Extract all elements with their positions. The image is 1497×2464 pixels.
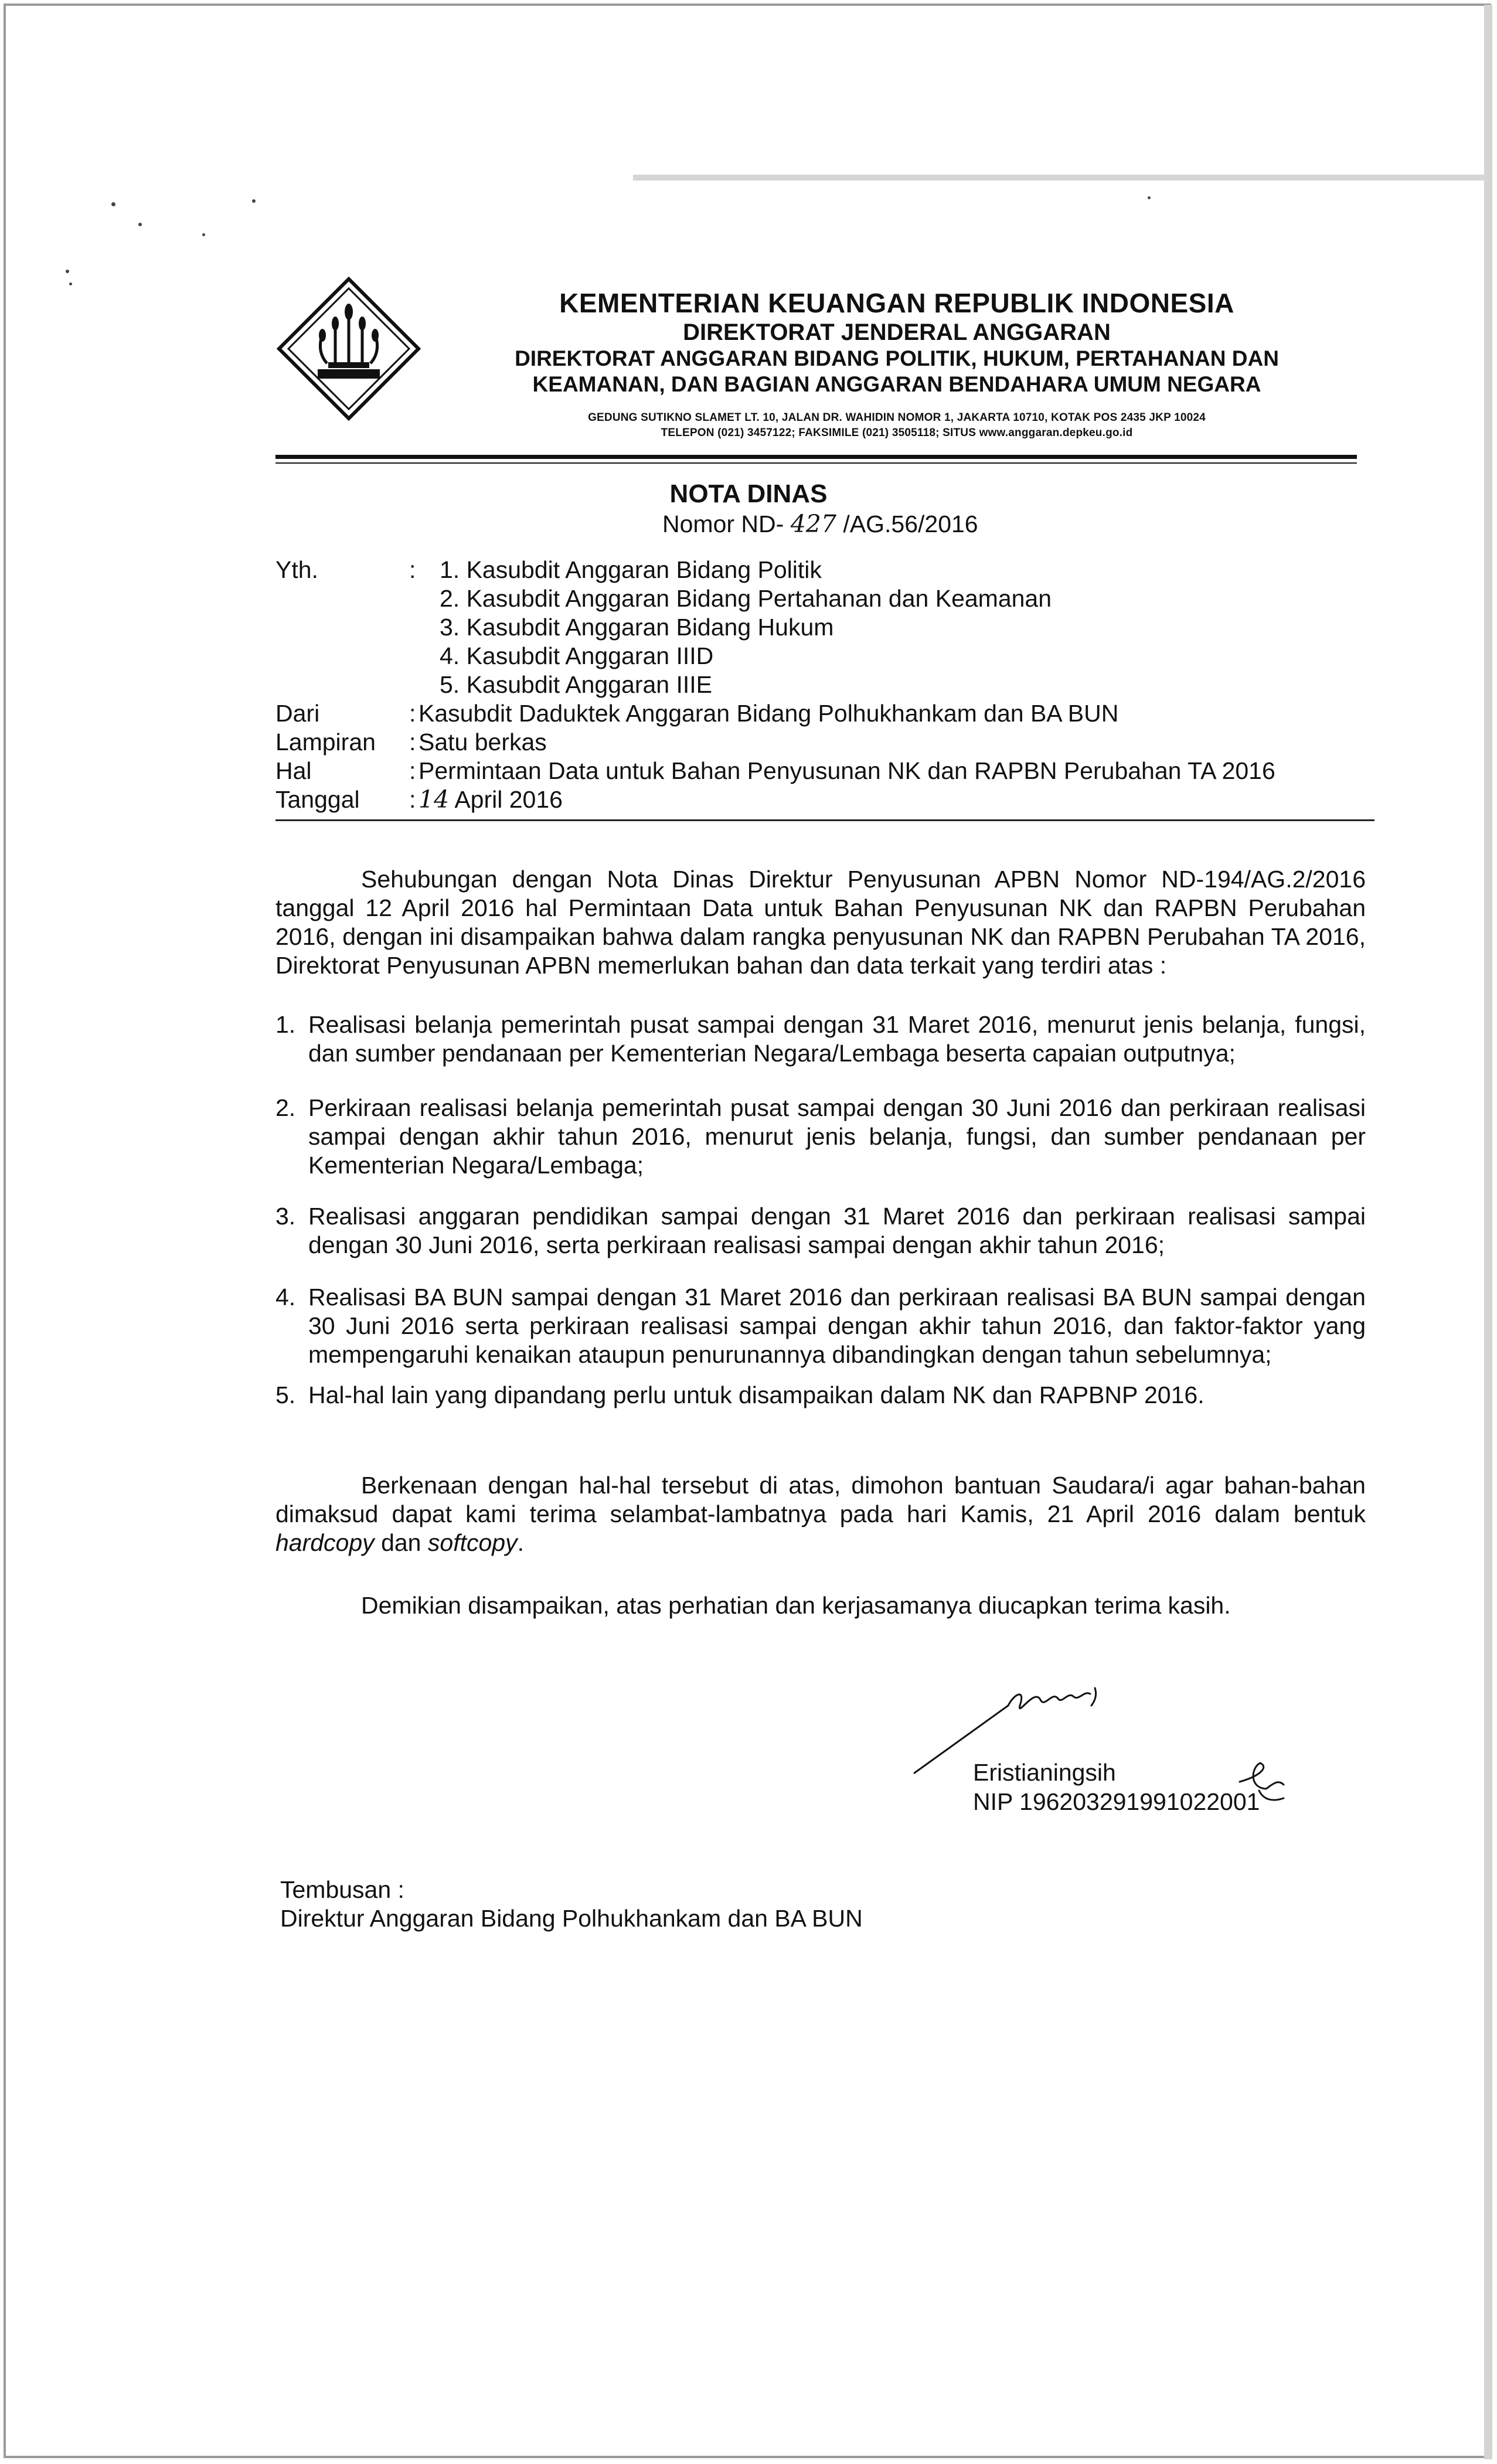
list-item-number: 1. — [275, 1011, 296, 1038]
colon: : — [409, 556, 416, 583]
nip-label: NIP — [973, 1788, 1013, 1815]
attachment-label: Lampiran — [275, 729, 376, 755]
list-item-text: Realisasi BA BUN sampai dengan 31 Maret 2016 dan perkiraan realisasi BA BUN sampai dengan 30 Juni 2016 serta perkiraan realisasi sampai dengan akhir tahun 2016, dan faktor-faktor yang mempengaruhi kenaikan ataupun penurunannya dibandingkan dengan tahun sebelumnya; — [308, 1284, 1366, 1368]
list-item-number: 3. — [275, 1203, 296, 1230]
list-item-text: Perkiraan realisasi belanja pemerintah pusat sampai dengan 30 Juni 2016 dan perkiraan realisasi sampai dengan akhir tahun 2016, menurut jenis belanja, fungsi, dan sumber pendanaan per Kementerian Negara/Lembaga; — [308, 1094, 1366, 1179]
number-suffix: /AG.56/2016 — [843, 511, 978, 537]
subject-label: Hal — [275, 757, 312, 784]
scan-speck — [111, 202, 115, 206]
scan-speck — [252, 199, 256, 203]
colon: : — [409, 757, 416, 784]
document-title: NOTA DINAS — [669, 479, 828, 508]
recipient-item: 5. Kasubdit Anggaran IIIE — [440, 671, 712, 698]
from-value: Kasubdit Daduktek Anggaran Bidang Polhukhankam dan BA BUN — [419, 700, 1119, 727]
document-number — [662, 510, 978, 538]
scan-edge-shadow — [1484, 5, 1492, 2459]
recipient-item: 2. Kasubdit Anggaran Bidang Pertahanan dan Keamanan — [440, 585, 1052, 612]
closing-paragraph: Demikian disampaikan, atas perhatian dan kerjasamanya diucapkan terima kasih. — [361, 1592, 1231, 1619]
signatory-nip — [973, 1788, 1260, 1816]
address-line2: TELEPON (021) 3457122; FAKSIMILE (021) 3505118; SITUS www.anggaran.depkeu.go.id — [661, 427, 1133, 439]
header-divider — [275, 819, 1374, 821]
scan-speck — [1148, 196, 1151, 199]
attachment-value: Satu berkas — [419, 729, 547, 755]
list-item-text: Realisasi belanja pemerintah pusat sampai dengan 31 Maret 2016, menurut jenis belanja, fungsi, dan sumber pendanaan per Kementerian Negara/Lembaga beserta capaian outputnya; — [308, 1011, 1366, 1067]
carbon-copy — [280, 1876, 863, 1933]
format-hardcopy: hardcopy — [275, 1529, 375, 1556]
recipient-item: 4. Kasubdit Anggaran IIID — [440, 642, 714, 669]
recipient-item: 1. Kasubdit Anggaran Bidang Politik — [440, 556, 822, 583]
directorate-name-line1: DIREKTORAT ANGGARAN BIDANG POLITIK, HUKUM, PERTAHANAN DAN — [515, 346, 1279, 370]
format-and: dan — [381, 1529, 421, 1556]
request-paragraph: Berkenaan dengan hal-hal tersebut di atas, dimohon bantuan Saudara/i agar bahan-bahan dimaksud dapat kami terima selambat-lambatnya pada hari Kamis, 21 April 2016 dalam bentuk hardcopy dan softcopy. — [275, 1472, 1366, 1556]
from-label: Dari — [275, 700, 320, 727]
number-handwritten: 427 — [790, 510, 836, 538]
directorate-name-line2: KEAMANAN, DAN BAGIAN ANGGARAN BENDAHARA UMUM NEGARA — [532, 372, 1261, 396]
number-prefix: Nomor ND- — [662, 511, 784, 537]
list-item-number: 4. — [275, 1284, 296, 1311]
list-item-number: 5. — [275, 1381, 296, 1408]
list-item — [275, 1094, 1366, 1180]
colon: : — [409, 786, 416, 813]
colon: : — [409, 729, 416, 755]
ministry-name: KEMENTERIAN KEUANGAN REPUBLIK INDONESIA — [559, 288, 1234, 318]
scan-speck — [138, 223, 142, 226]
recipient-item: 3. Kasubdit Anggaran Bidang Hukum — [440, 614, 834, 641]
list-item — [275, 1202, 1366, 1260]
body-request — [275, 1471, 1366, 1620]
to-label: Yth. — [275, 556, 318, 583]
signatory-name: Eristianingsih — [973, 1759, 1116, 1786]
list-item — [275, 1010, 1366, 1068]
scan-speck — [66, 270, 69, 273]
nip-value: 196203291991022001 — [1019, 1788, 1260, 1815]
list-item-text: Realisasi anggaran pendidikan sampai dengan 31 Maret 2016 dan perkiraan realisasi sampai dengan 30 Juni 2016, serta perkiraan realisasi sampai dengan akhir tahun 2016; — [308, 1203, 1366, 1258]
letterhead-divider — [275, 455, 1357, 459]
format-softcopy: softcopy — [427, 1529, 518, 1556]
intro-paragraph: Sehubungan dengan Nota Dinas Direktur Penyusunan APBN Nomor ND-194/AG.2/2016 tanggal 12 April 2016 hal Permintaan Data untuk Bahan Penyusunan NK dan RAPBN Perubahan 2016, dengan ini disampaikan bahwa dalam rangka penyusunan NK dan RAPBN Perubahan TA 2016, Direktorat Penyusunan APBN memerlukan bahan dan data terkait yang terdiri atas : — [275, 866, 1366, 979]
date-label: Tanggal — [275, 786, 360, 813]
date-day-handwritten: 14 — [419, 785, 450, 814]
list-item-number: 2. — [275, 1094, 296, 1121]
list-item — [275, 1283, 1366, 1369]
address-line1: GEDUNG SUTIKNO SLAMET LT. 10, JALAN DR. WAHIDIN NOMOR 1, JAKARTA 10710, KOTAK POS 2435 JKP 10024 — [588, 411, 1206, 424]
date-value — [419, 785, 563, 814]
subject-value: Permintaan Data untuk Bahan Penyusunan NK dan RAPBN Perubahan TA 2016 — [419, 757, 1275, 784]
letterhead — [440, 287, 1354, 441]
body-intro — [275, 865, 1366, 980]
cc-recipient: Direktur Anggaran Bidang Polhukhankam dan BA BUN — [280, 1905, 863, 1932]
scan-speck — [202, 233, 205, 236]
request-list — [275, 1010, 1366, 1410]
scan-speck — [69, 283, 72, 285]
list-item — [275, 1381, 1366, 1410]
colon: : — [409, 700, 416, 727]
ministry-emblem-logo — [275, 275, 422, 422]
scan-artifact-line — [633, 175, 1489, 181]
letterhead-divider-thin — [275, 462, 1357, 464]
date-month-year: April 2016 — [454, 786, 563, 813]
directorate-general-name: DIREKTORAT JENDERAL ANGGARAN — [683, 319, 1111, 345]
list-item-text: Hal-hal lain yang dipandang perlu untuk disampaikan dalam NK dan RAPBNP 2016. — [308, 1381, 1205, 1408]
request-text: Berkenaan dengan hal-hal tersebut di atas, dimohon bantuan Saudara/i agar bahan-bahan dimaksud dapat kami terima selambat-lambatnya pada hari Kamis, 21 April 2016 dalam bentuk — [275, 1472, 1366, 1527]
cc-label: Tembusan : — [280, 1876, 404, 1903]
